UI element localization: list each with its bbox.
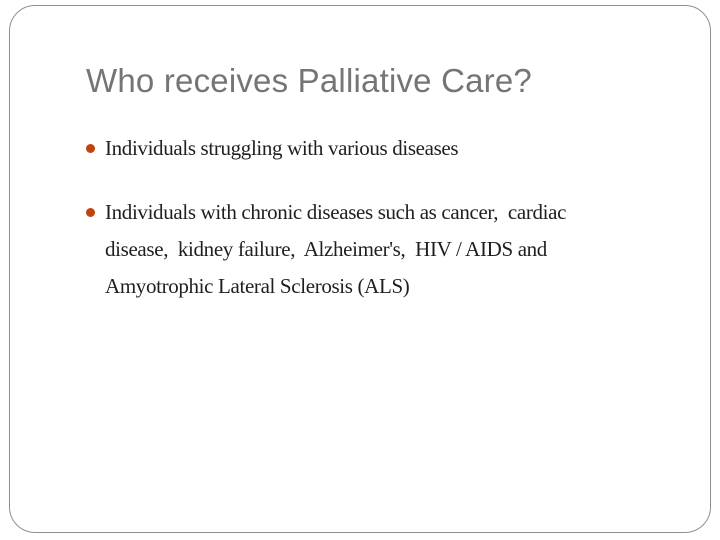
- bullet-2-line-1: Individuals with chronic diseases such as cancer, cardiac: [105, 200, 567, 224]
- bullet-text-2: [105, 194, 566, 305]
- bullet-2-line-2: disease, kidney failure, Alzheimer's, HIV / AIDS and: [105, 237, 547, 261]
- slide-title: Who receives Palliative Care?: [86, 62, 532, 99]
- bullet-dot-icon: [86, 208, 95, 217]
- bullet-dot-icon: [86, 144, 95, 153]
- bullet-item-2: [86, 194, 566, 305]
- bullet-1-line-1: Individuals struggling with various diseases: [105, 136, 459, 160]
- bullet-item-1: [86, 130, 458, 167]
- bullet-2-line-3: Amyotrophic Lateral Sclerosis (ALS): [105, 274, 410, 298]
- bullet-text-1: [105, 130, 458, 167]
- slide-canvas: [9, 5, 711, 533]
